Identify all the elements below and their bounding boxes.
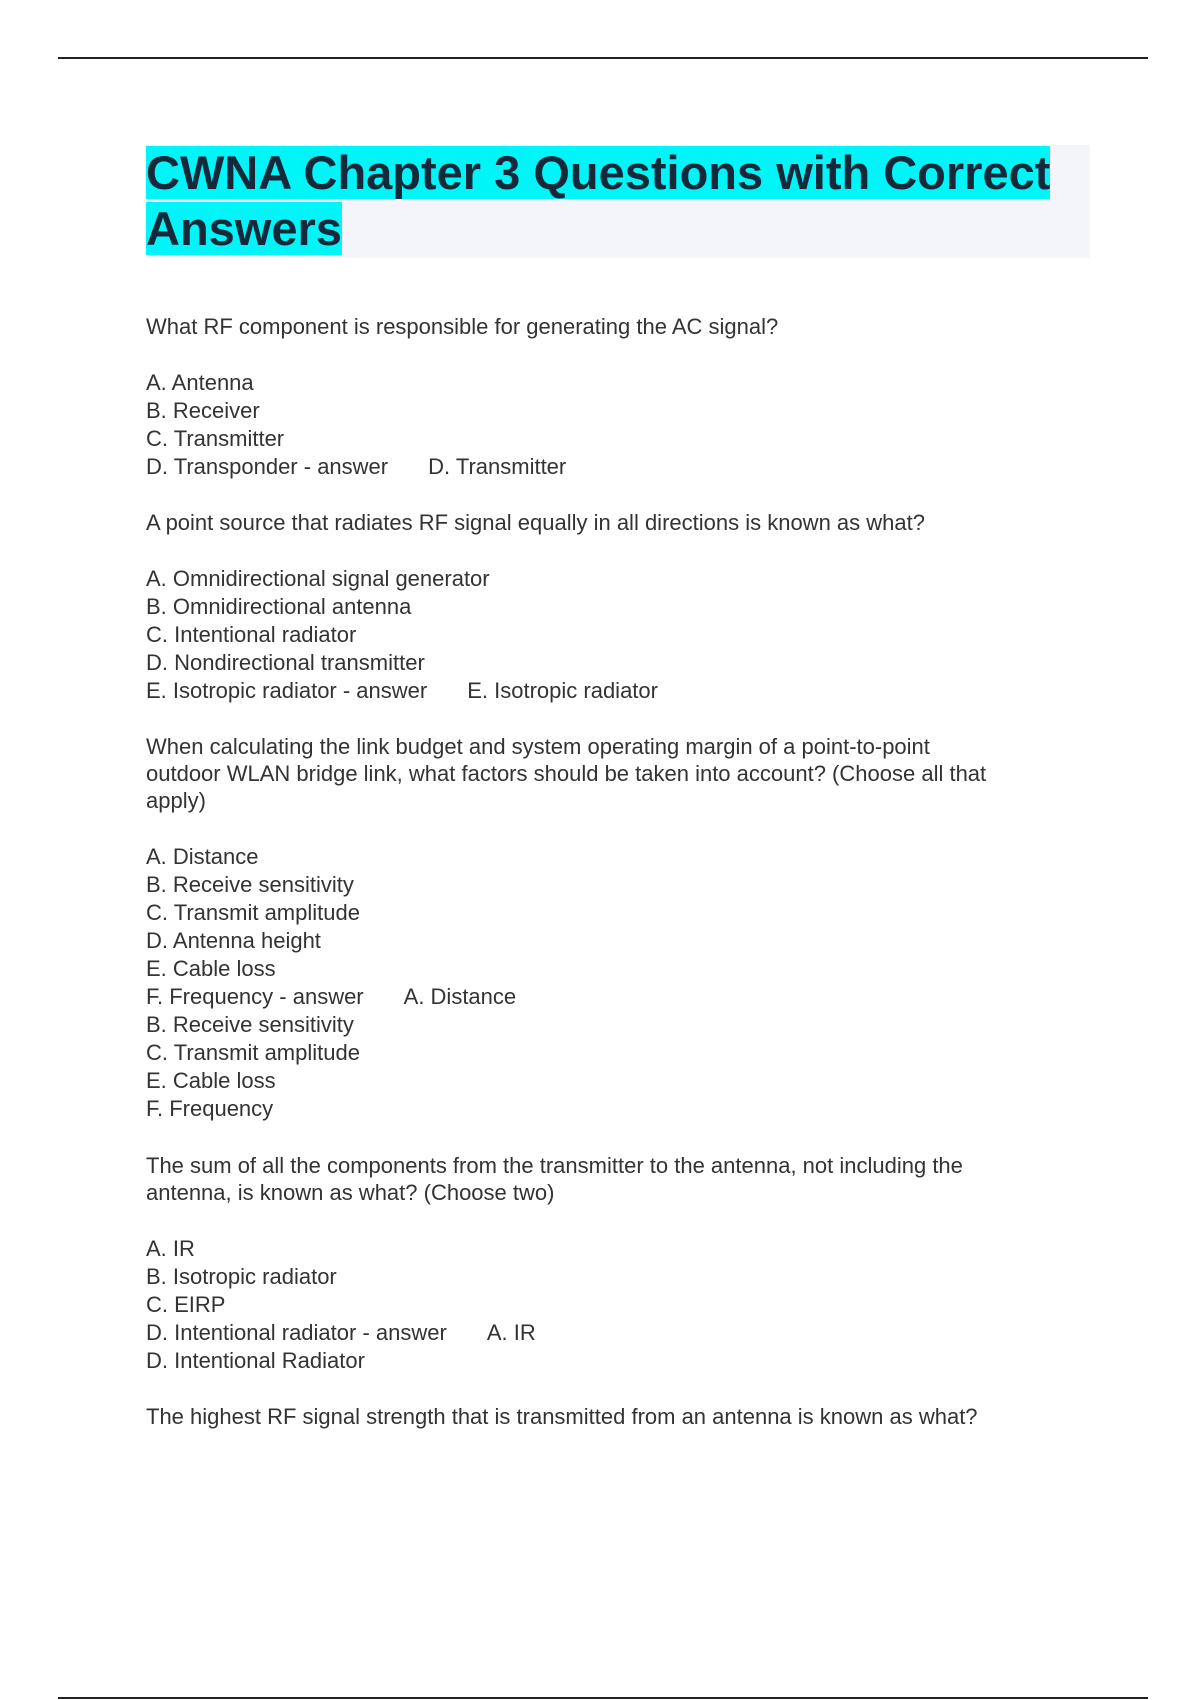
option-line — [146, 677, 658, 705]
question-text: A point source that radiates RF signal equally in all directions is known as what? — [146, 510, 925, 535]
option-line — [146, 955, 276, 983]
answer-text: A. Distance — [403, 984, 517, 1009]
answer-text: D. Intentional Radiator — [146, 1348, 365, 1373]
option-line — [146, 983, 516, 1011]
question-text: What RF component is responsible for generating the AC signal? — [146, 314, 779, 339]
option-line — [146, 369, 254, 397]
option-text: D. Intentional radiator - answer — [146, 1320, 447, 1345]
option-text: C. Intentional radiator — [146, 622, 357, 647]
answer-text: F. Frequency — [146, 1096, 274, 1121]
option-line — [146, 871, 354, 899]
option-text: A. Omnidirectional signal generator — [146, 566, 490, 591]
page-title: CWNA Chapter 3 Questions with Correct Answers — [146, 146, 1051, 255]
answer-text: C. Transmit amplitude — [146, 1040, 360, 1065]
top-rule — [58, 57, 1148, 59]
option-line — [146, 425, 284, 453]
answer-text: E. Isotropic radiator — [467, 678, 658, 703]
option-text: C. EIRP — [146, 1292, 226, 1317]
option-line — [146, 927, 321, 955]
option-text: B. Receive sensitivity — [146, 872, 354, 897]
option-text: C. Transmitter — [146, 426, 285, 451]
option-text: B. Isotropic radiator — [146, 1264, 337, 1289]
option-line — [146, 565, 490, 593]
option-line — [146, 1263, 337, 1291]
question-text: apply) — [146, 788, 206, 813]
option-text: A. Antenna — [146, 370, 254, 395]
answer-text: B. Receive sensitivity — [146, 1012, 354, 1037]
option-text: A. Distance — [146, 844, 259, 869]
option-text: A. IR — [146, 1236, 195, 1261]
option-line — [146, 1235, 195, 1263]
question-text: antenna, is known as what? (Choose two) — [146, 1180, 555, 1205]
question-text: The highest RF signal strength that is transmitted from an antenna is known as what? — [146, 1404, 978, 1429]
option-text: D. Antenna height — [146, 928, 321, 953]
answer-text: E. Cable loss — [146, 1068, 276, 1093]
question-text: outdoor WLAN bridge link, what factors should be taken into account? (Choose all that — [146, 761, 987, 786]
option-text: D. Nondirectional transmitter — [146, 650, 425, 675]
answer-text: D. Transmitter — [428, 454, 567, 479]
option-text: E. Isotropic radiator - answer — [146, 678, 428, 703]
question-text: When calculating the link budget and system operating margin of a point-to-point — [146, 734, 930, 759]
question-text: The sum of all the components from the transmitter to the antenna, not including the — [146, 1153, 963, 1178]
option-text: B. Omnidirectional antenna — [146, 594, 412, 619]
option-line — [146, 1319, 536, 1347]
option-line — [146, 453, 566, 481]
option-line — [146, 843, 259, 871]
option-text: B. Receiver — [146, 398, 260, 423]
option-text: D. Transponder - answer — [146, 454, 389, 479]
option-line — [146, 899, 360, 927]
option-line — [146, 621, 356, 649]
option-line — [146, 1291, 225, 1319]
option-text: E. Cable loss — [146, 956, 276, 981]
option-line — [146, 397, 260, 425]
option-text: F. Frequency - answer — [146, 984, 364, 1009]
option-line — [146, 649, 425, 677]
option-text: C. Transmit amplitude — [146, 900, 360, 925]
answer-text: A. IR — [486, 1320, 536, 1345]
option-line — [146, 593, 411, 621]
bottom-rule — [58, 1697, 1148, 1699]
